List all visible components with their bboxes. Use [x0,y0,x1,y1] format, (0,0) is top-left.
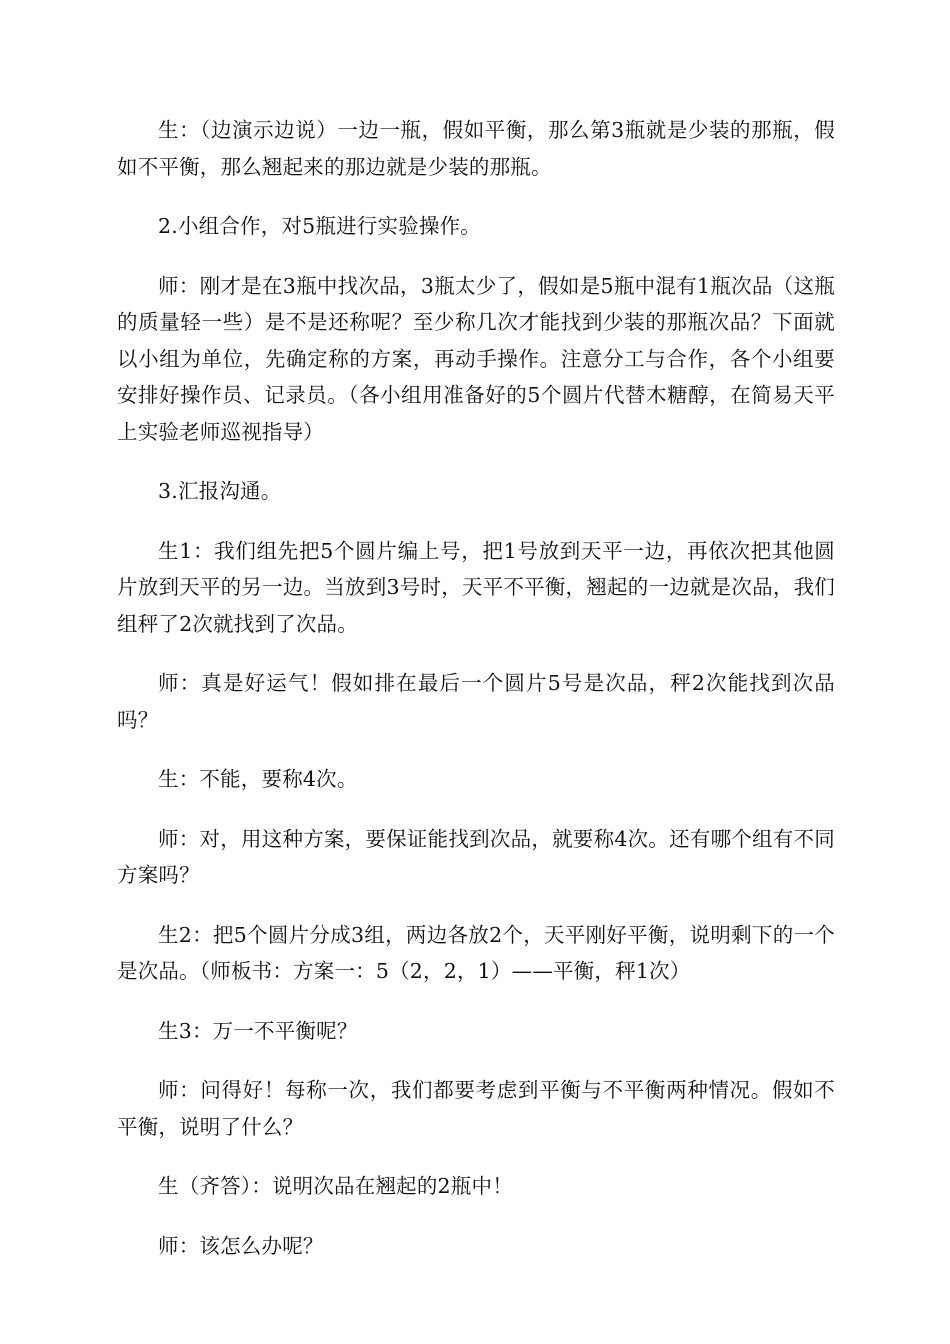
paragraph: 生：（边演示边说）一边一瓶，假如平衡，那么第3瓶就是少装的那瓶，假如不平衡，那么翘起来的那边就是少装的那瓶。 [117,118,835,179]
paragraph: 生：不能，要称4次。 [158,767,358,791]
paragraph: 师：刚才是在3瓶中找次品，3瓶太少了，假如是5瓶中混有1瓶次品（这瓶的质量轻一些）是不是还称呢？至少称几次才能找到少装的那瓶次品？下面就以小组为单位，先确定称的方案，再动手操作。注意分工与合作，各个小组要安排好操作员、记录员。（各小组用准备好的5个圆片代替木糖醇，在简易天平上实验老师巡视指导） [117,273,835,444]
paragraph: 3.汇报沟通。 [158,479,282,503]
paragraph: 2.小组合作，对5瓶进行实验操作。 [158,214,482,238]
paragraph: 生（齐答）：说明次品在翘起的2瓶中！ [158,1174,513,1198]
document-page [117,112,835,1287]
paragraph: 师：问得好！每称一次，我们都要考虑到平衡与不平衡两种情况。假如不平衡，说明了什么？ [117,1078,835,1139]
paragraph: 师：对，用这种方案，要保证能找到次品，就要称4次。还有哪个组有不同方案吗？ [117,826,835,887]
paragraph: 师：真是好运气！假如排在最后一个圆片5号是次品，秤2次能找到次品吗？ [117,671,835,732]
paragraph: 生2：把5个圆片分成3组，两边各放2个，天平刚好平衡，说明剩下的一个是次品。（师板书：方案一：5（2，2，1）——平衡，秤1次） [117,922,835,983]
paragraph: 生1：我们组先把5个圆片编上号，把1号放到天平一边，再依次把其他圆片放到天平的另一边。当放到3号时，天平不平衡，翘起的一边就是次品，我们组秤了2次就找到了次品。 [117,538,835,636]
paragraph: 生3：万一不平衡呢？ [158,1018,358,1043]
paragraph: 师：该怎么办呢？ [158,1233,324,1258]
